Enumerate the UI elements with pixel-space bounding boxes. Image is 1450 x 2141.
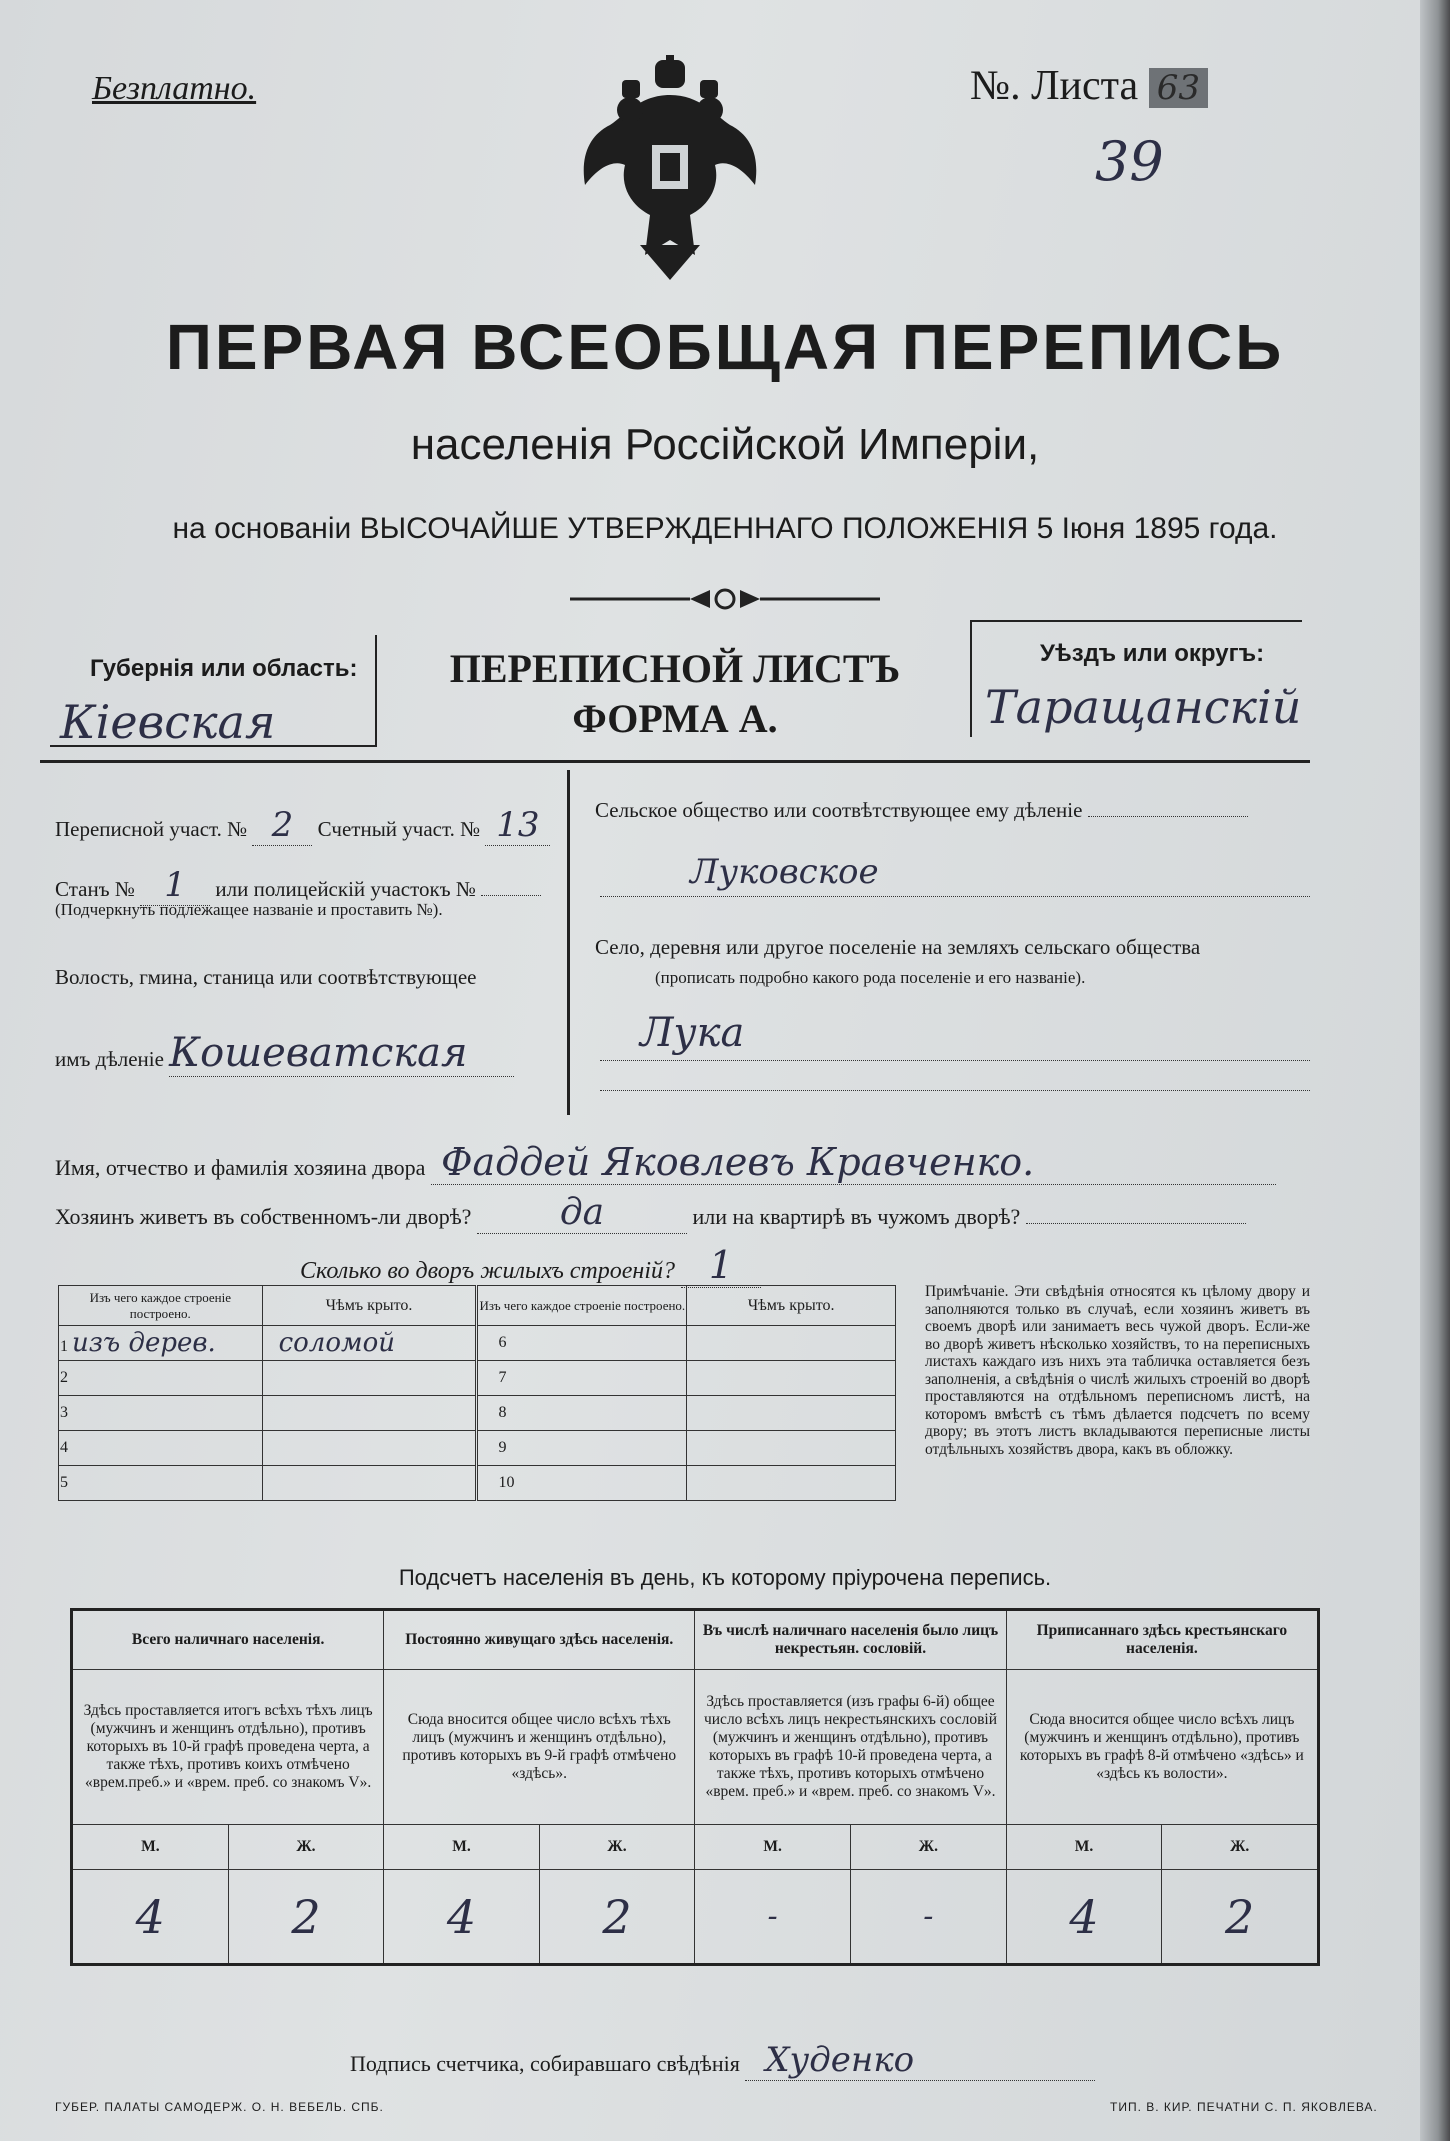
present-female: 2: [228, 1870, 384, 1965]
peasant-female: 2: [1162, 1870, 1319, 1965]
table-row: 4 9: [59, 1431, 896, 1466]
sheet-number-handwritten: 39: [1095, 130, 1164, 193]
table-row: 3 8: [59, 1396, 896, 1431]
count-head-peasant: Приписаннаго здѣсь крестьянскаго населенія.: [1006, 1610, 1318, 1670]
form-title: ПЕРЕПИСНОЙ ЛИСТЪ: [449, 646, 901, 691]
stan-note: (Подчеркнуть подлежащее названіе и проставить №).: [55, 900, 443, 919]
count-desc-peasant: Сюда вносится общее число всѣхъ лицъ (мужчинъ и женщинъ отдѣльно), противъ которыхъ въ графѣ 8-й отмѣчено «здѣсь» и «здѣсь къ волости».: [1006, 1670, 1318, 1825]
owner-name-row: [55, 1140, 1276, 1185]
form-subtitle: ФОРМА А.: [572, 696, 778, 741]
district-label: Уѣздъ или округъ:: [1040, 640, 1265, 667]
province-value: Кіевская: [60, 695, 276, 749]
count-desc-non-peasant: Здѣсь проставляется (изъ графы 6-й) общее число всѣхъ лицъ некрестьянскихъ сословій (мужчинъ и женщинъ отдѣльно), противъ которыхъ въ графѣ 10-й проведена черта, а также тѣхъ, противъ которыхъ отмѣчено «врем. преб.» и «врем. преб. со знакомъ V».: [695, 1670, 1007, 1825]
buildings-value: 1: [681, 1243, 761, 1288]
count-table: Всего наличнаго населенія. Постоянно живущаго здѣсь населенія. Въ числѣ наличнаго населенія было лицъ некрестьян. сословій. Приписаннаго здѣсь крестьянскаго населенія. Здѣсь проставляется итогъ всѣхъ тѣхъ лицъ (мужчинъ и женщинъ отдѣльно), противъ которыхъ въ 10-й графѣ проведена черта, а также тѣхъ, противъ коихъ отмѣчено «врем.преб.» и «врем. преб. со знакомъ V». Сюда вносится общее число всѣхъ тѣхъ лицъ (мужчинъ и женщинъ отдѣльно), противъ которыхъ въ 9-й графѣ отмѣчено «здѣсь». Здѣсь проставляется (изъ графы 6-й) общее число всѣхъ лицъ некрестьянскихъ сословій (мужчинъ и женщинъ отдѣльно), противъ которыхъ въ графѣ 10-й проведена черта, а также тѣхъ, противъ которыхъ отмѣчено «врем. преб.» и «врем. преб. со знакомъ V». Сюда вносится общее число всѣхъ лицъ (мужчинъ и женщинъ отдѣльно), противъ которыхъ въ графѣ 8-й отмѣчено «здѣсь» и «здѣсь къ волости». М. Ж. М. Ж. М. Ж. М. Ж. 4 2 4 2 - - 4 2: [70, 1608, 1320, 1966]
rent-label: или на квартирѣ въ чужомъ дворѣ?: [692, 1204, 1021, 1229]
table-row: 2 7: [59, 1361, 896, 1396]
society-value-row: [600, 852, 1310, 897]
material-value: изъ дерев.: [72, 1328, 216, 1358]
sheet-number-label: №. Листа: [970, 63, 1139, 109]
district-value: Таращанскій: [985, 680, 1302, 734]
separator-vertical: [567, 770, 570, 1115]
buildings-col-roof: Чѣмъ крыто.: [262, 1286, 477, 1326]
buildings-col-material-2: Изъ чего каждое строеніе построено.: [477, 1286, 687, 1326]
separator-top: [40, 760, 1310, 763]
society-label: Сельское общество или соотвѣтствующее ему дѣленіе: [595, 798, 1083, 822]
basis-line: на основаніи ВЫСОЧАЙШЕ УТВЕРЖДЕННАГО ПОЛОЖЕНІЯ 5 Іюня 1895 года.: [172, 512, 1278, 545]
owner-name-label: Имя, отчество и фамилія хозяина двора: [55, 1155, 426, 1180]
peasant-male: 4: [1006, 1870, 1162, 1965]
buildings-table: [58, 1285, 896, 1501]
volost-value: Кошеватская: [169, 1030, 514, 1077]
census-district-row: Переписной участ. № 2 Счетный участ. № 13: [55, 805, 550, 846]
village-label: Село, деревня или другое поселеніе на земляхъ сельскаго общества: [595, 935, 1201, 959]
count-title: Подсчетъ населенія въ день, къ которому пріурочена перепись.: [398, 1565, 1052, 1590]
present-male: 4: [72, 1870, 229, 1965]
count-desc-present: Здѣсь проставляется итогъ всѣхъ тѣхъ лицъ (мужчинъ и женщинъ отдѣльно), противъ которыхъ въ 10-й графѣ проведена черта, а также тѣхъ, противъ коихъ отмѣчено «врем.преб.» и «врем. преб. со знакомъ V».: [72, 1670, 384, 1825]
table-row: 5 10: [59, 1466, 896, 1501]
note-text: Примѣчаніе. Эти свѣдѣнія относятся къ цѣлому двору и заполняются только въ случаѣ, если хозяинъ живетъ въ своемъ дворѣ или занимаетъ весь чужой дворъ. Если-же во дворѣ живетъ нѣсколько хозяйствъ, то на переписныхъ листахъ каждаго изъ нихъ эта табличка оставляется безъ заполненія, а свѣдѣнія о числѣ жилыхъ строеній во дворѣ проставляются на отдѣльномъ переписномъ листѣ, на которомъ вмѣстѣ съ тѣмъ дѣлается подсчетъ по всему двору; въ этотъ листъ вкладываются переписные листы отдѣльныхъ хозяйствъ двора, какъ въ обложку.: [925, 1283, 1310, 1458]
non-peasant-female: -: [851, 1870, 1007, 1965]
society-label-row: [595, 798, 1248, 823]
village-extra-line: [600, 1090, 1310, 1091]
village-note: (прописать подробно какого рода поселеніе и его названіе).: [655, 968, 1086, 987]
count-desc-permanent: Сюда вносится общее число всѣхъ тѣхъ лицъ (мужчинъ и женщинъ отдѣльно), противъ которыхъ въ 9-й графѣ отмѣчено «здѣсь».: [384, 1670, 695, 1825]
sheet-number: [970, 62, 1208, 110]
buildings-row: [300, 1243, 761, 1288]
double-headed-eagle-icon: [570, 55, 770, 285]
permanent-female: 2: [539, 1870, 694, 1965]
province-label: Губернія или область:: [90, 655, 358, 682]
free-label: Безплатно.: [92, 70, 257, 107]
count-head-present: Всего наличнаго населенія.: [72, 1610, 384, 1670]
roof-value: соломой: [278, 1328, 395, 1358]
table-row: 1 изъ дерев. соломой 6: [59, 1326, 896, 1361]
buildings-label: Сколько во дворъ жилыхъ строеній?: [300, 1258, 675, 1284]
owner-name-value: Фаддей Яковлевъ Кравченко.: [431, 1140, 1276, 1185]
buildings-col-material: Изъ чего каждое строеніе построено.: [59, 1286, 263, 1326]
count-head-non-peasant: Въ числѣ наличнаго населенія было лицъ некрестьян. сословій.: [695, 1610, 1007, 1670]
sheet-number-struck: 63: [1149, 68, 1208, 108]
count-head-permanent: Постоянно живущаго здѣсь населенія.: [384, 1610, 695, 1670]
signature-label: Подпись счетчика, собиравшаго свѣдѣнія: [350, 2051, 740, 2076]
main-title: ПЕРВАЯ ВСЕОБЩАЯ ПЕРЕПИСЬ: [165, 311, 1285, 383]
ornament-divider: [570, 586, 880, 612]
non-peasant-male: -: [695, 1870, 851, 1965]
subtitle: населенія Россійской Имперіи,: [410, 420, 1040, 469]
village-value-row: [600, 1010, 1310, 1061]
stan-row: Станъ № 1 или полицейскій участокъ №: [55, 865, 541, 906]
signature-row: [350, 2040, 1095, 2081]
printer-right: ТИП. В. КИР. ПЕЧАТНИ С. П. ЯКОВЛЕВА.: [1110, 2100, 1378, 2114]
society-value: Луковское: [690, 852, 879, 892]
signature-value: Худенко: [745, 2040, 1095, 2081]
village-value: Лука: [640, 1010, 745, 1056]
own-yard-value: да: [477, 1192, 687, 1234]
census-district-value: 2: [252, 805, 312, 846]
own-yard-label: Хозяинъ живетъ въ собственномъ-ли дворѣ?: [55, 1204, 472, 1229]
owner-residence-row: [55, 1192, 1246, 1234]
volost-label: Волость, гмина, станица или соотвѣтствующее: [55, 965, 477, 989]
volost-row: имъ дѣленіе Кошеватская: [55, 1030, 514, 1077]
printer-left: ГУБЕР. ПАЛАТЫ САМОДЕРЖ. О. Н. ВЕБЕЛЬ. СПБ.: [55, 2100, 384, 2114]
counting-district-value: 13: [485, 805, 550, 846]
stan-value: 1: [140, 865, 210, 906]
permanent-male: 4: [384, 1870, 539, 1965]
buildings-col-roof-2: Чѣмъ крыто.: [687, 1286, 896, 1326]
